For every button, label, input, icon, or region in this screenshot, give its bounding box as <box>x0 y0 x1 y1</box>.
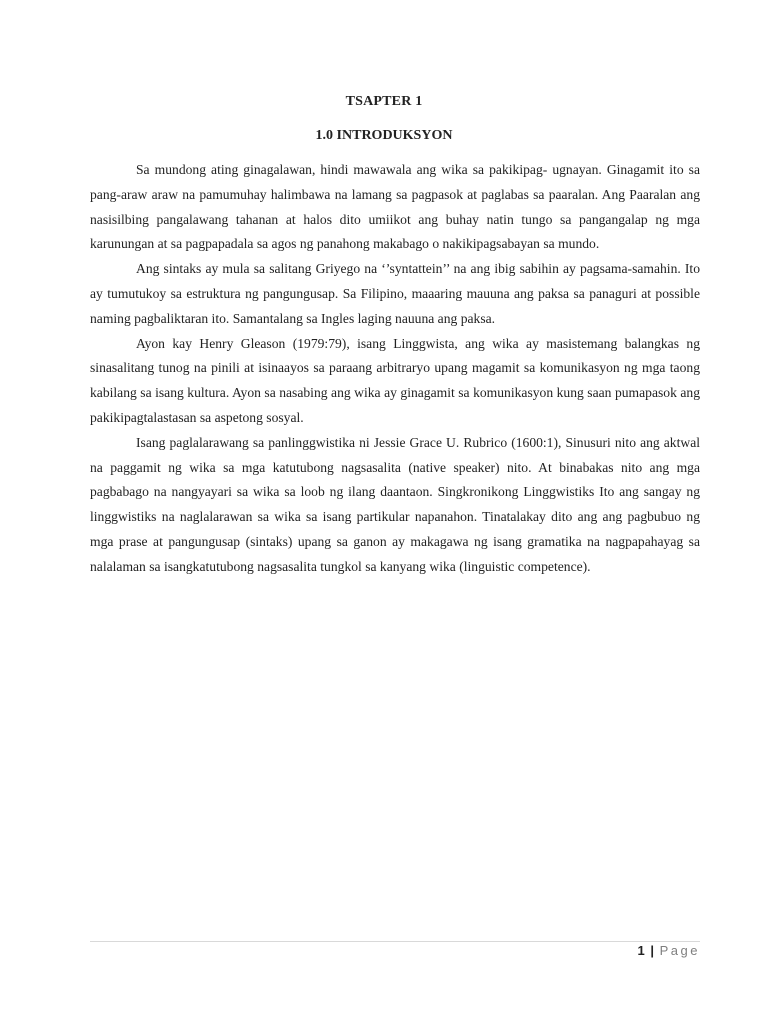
page-footer <box>638 943 701 958</box>
paragraph: Isang paglalarawang sa panlinggwistika ni Jessie Grace U. Rubrico (1600:1), Sinusuri nito ang aktwal na paggamit ng wika sa mga katutubong nagsasalita (native speaker) nito. At binabakas nito ang mga pagbabago na nangyayari sa wika sa loob ng ilang daantaon. Singkronikong Linggwistiks Ito ang sangay ng linggwistiks na naglalarawan sa wika sa isang partikular napanahon. Tinatalakay dito ang ang pagbubuo ng mga prase at pangungusap (sintaks) upang sa ganon ay makagawa ng isang gramatika na nagpapahayag sa nalalaman sa isangkatutubong nagsasalita tungkol sa kanyang wika (linguistic competence). <box>90 434 700 574</box>
paragraph: Sa mundong ating ginagalawan, hindi mawawala ang wika sa pakikipag- ugnayan. Ginagamit ito sa pang-araw araw na pamumuhay halimbawa na lamang sa pagpasok at paglabas sa paaralan. Ang Paaralan ang nasisilbing pangalawang tahanan at halos dito umiikot ang buhay natin tungo sa pangangalap ng mga karunungan at sa pagpapadala sa agos ng panahong makabago o nakikipagsabayan sa mundo. <box>90 162 700 252</box>
body-text <box>90 158 700 580</box>
paragraph: Ang sintaks ay mula sa salitang Griyego na ‘’syntattein’’ na ang ibig sabihin ay pagsama-samahin. Ito ay tumutukoy sa estruktura ng pangungusap. Sa Filipino, maaaring mauuna ang paksa sa panaguri at possible naming pagbaliktaran ito. Samantalang sa Ingles laging nauuna ang paksa. <box>90 261 700 326</box>
footer-separator: | <box>650 943 654 958</box>
page-label: Page <box>659 943 700 958</box>
page-number: 1 <box>637 943 645 958</box>
paragraph: Ayon kay Henry Gleason (1979:79), isang Linggwista, ang wika ay masistemang balangkas ng sinasalitang tunog na pinili at isinaayos sa paraang arbitraryo upang magamit sa komunikasyon ng mga taong kabilang sa isang kultura. Ayon sa nasabing ang wika ay ginagamit sa komunikasyon kung saan pumapasok ang pakikipagtalastasan sa aspetong sosyal. <box>90 335 700 425</box>
footer-divider <box>90 941 700 942</box>
chapter-title: TSAPTER 1 <box>345 94 423 109</box>
section-title: 1.0 INTRODUKSYON <box>315 128 453 143</box>
